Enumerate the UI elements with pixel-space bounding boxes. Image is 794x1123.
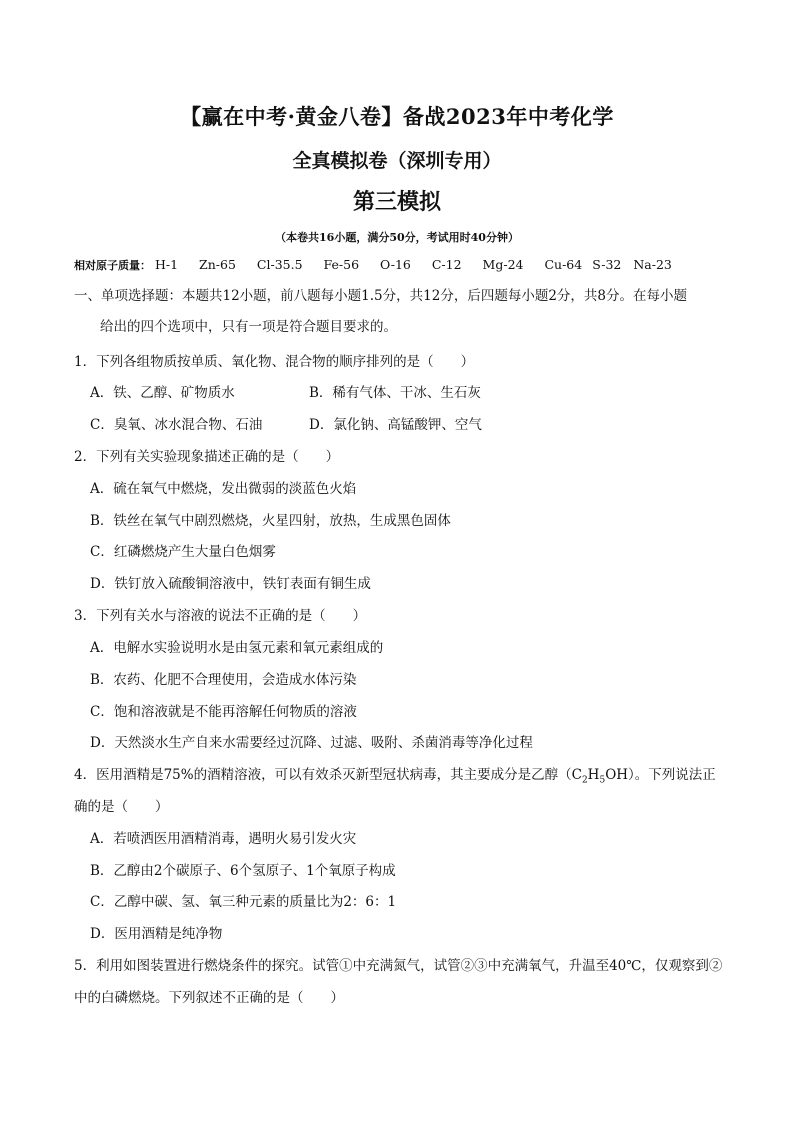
question-1-stem: 1．下列各组物质按单质、氧化物、混合物的顺序排列的是（ ） <box>74 354 475 370</box>
question-4-stem-line-2: 确的是（ ） <box>74 799 169 815</box>
atomic-mass-item: Na-23 <box>633 257 672 272</box>
title-line-3: 第三模拟 <box>352 189 441 215</box>
question-3-option-c: C．饱和溶液就是不能再溶解任何物质的溶液 <box>90 704 357 720</box>
section-instruction-line-2: 给出的四个选项中，只有一项是符合题目要求的。 <box>100 319 397 335</box>
atomic-mass-item: O-16 <box>380 257 411 272</box>
question-4-stem-text-c: OH）。下列说法正 <box>605 767 716 783</box>
atomic-mass-item: Cl-35.5 <box>256 257 303 272</box>
section-instruction-line-1: 一、单项选择题：本题共12小题，前八题每小题1.5分，共12分，后四题每小题2分，共8分。在每小题 <box>74 288 688 304</box>
question-4-option-a: A．若喷洒医用酒精消毒，遇明火易引发火灾 <box>90 831 357 847</box>
atomic-mass-label: 相对原子质量： <box>74 259 151 272</box>
atomic-mass-item: Fe-56 <box>323 257 360 272</box>
question-3-option-a: A．电解水实验说明水是由氢元素和氧元素组成的 <box>90 640 384 656</box>
question-1-option-d: D．氯化钠、高锰酸钾、空气 <box>309 417 482 433</box>
question-3-stem: 3．下列有关水与溶液的说法不正确的是（ ） <box>74 608 367 624</box>
question-5-stem-line-1: 5．利用如图装置进行燃烧条件的探究。试管①中充满氮气，试管②③中充满氧气，升温至40℃，仅观察到② <box>74 958 723 974</box>
question-1-option-c: C．臭氧、冰水混合物、石油 <box>90 417 263 433</box>
question-1-option-a: A．铁、乙醇、矿物质水 <box>90 385 235 401</box>
question-4-stem-line-1 <box>74 763 716 786</box>
question-4-option-d: D．医用酒精是纯净物 <box>90 926 223 942</box>
question-2-option-a: A．硫在氧气中燃烧，发出微弱的淡蓝色火焰 <box>90 481 357 497</box>
atomic-mass-item: H-1 <box>154 257 179 272</box>
atomic-mass-item: Zn-65 <box>199 257 236 272</box>
question-4-stem-text-b: H <box>587 767 600 783</box>
atomic-mass-item: S-32 <box>592 257 622 272</box>
formula-subscript: 5 <box>599 775 606 786</box>
atomic-mass-line <box>74 257 672 273</box>
question-2-option-d: D．铁钉放入硫酸铜溶液中，铁钉表面有铜生成 <box>90 576 371 592</box>
question-2-option-b: B．铁丝在氧气中剧烈燃烧，火星四射，放热，生成黑色固体 <box>90 513 451 529</box>
question-4-option-b: B．乙醇由2个碳原子、6个氢原子、1个氧原子构成 <box>90 863 396 879</box>
atomic-mass-item: Cu-64 <box>544 257 583 272</box>
question-3-option-d: D．天然淡水生产自来水需要经过沉降、过滤、吸附、杀菌消毒等净化过程 <box>90 735 533 751</box>
formula-subscript: 2 <box>581 775 588 786</box>
question-4-stem-text-a: 4．医用酒精是75%的酒精溶液，可以有效杀灭新型冠状病毒，其主要成分是乙醇（C <box>74 767 582 783</box>
question-2-option-c: C．红磷燃烧产生大量白色烟雾 <box>90 544 276 560</box>
question-5-stem-line-2: 中的白磷燃烧。下列叙述不正确的是（ ） <box>74 990 344 1006</box>
question-3-option-b: B．农药、化肥不合理使用，会造成水体污染 <box>90 672 357 688</box>
question-2-stem: 2．下列有关实验现象描述正确的是（ ） <box>74 449 340 465</box>
atomic-mass-item: C-12 <box>431 257 462 272</box>
title-line-1: 【赢在中考·黄金八卷】备战2023年中考化学 <box>180 104 614 129</box>
exam-subtitle: （本卷共16小题，满分50分，考试用时40分钟） <box>275 231 519 244</box>
atomic-mass-item: Mg-24 <box>482 257 524 272</box>
title-line-2: 全真模拟卷（深圳专用） <box>292 150 502 172</box>
question-4-option-c: C．乙醇中碳、氢、氧三种元素的质量比为2：6：1 <box>90 894 397 910</box>
question-1-option-b: B．稀有气体、干冰、生石灰 <box>309 385 481 401</box>
